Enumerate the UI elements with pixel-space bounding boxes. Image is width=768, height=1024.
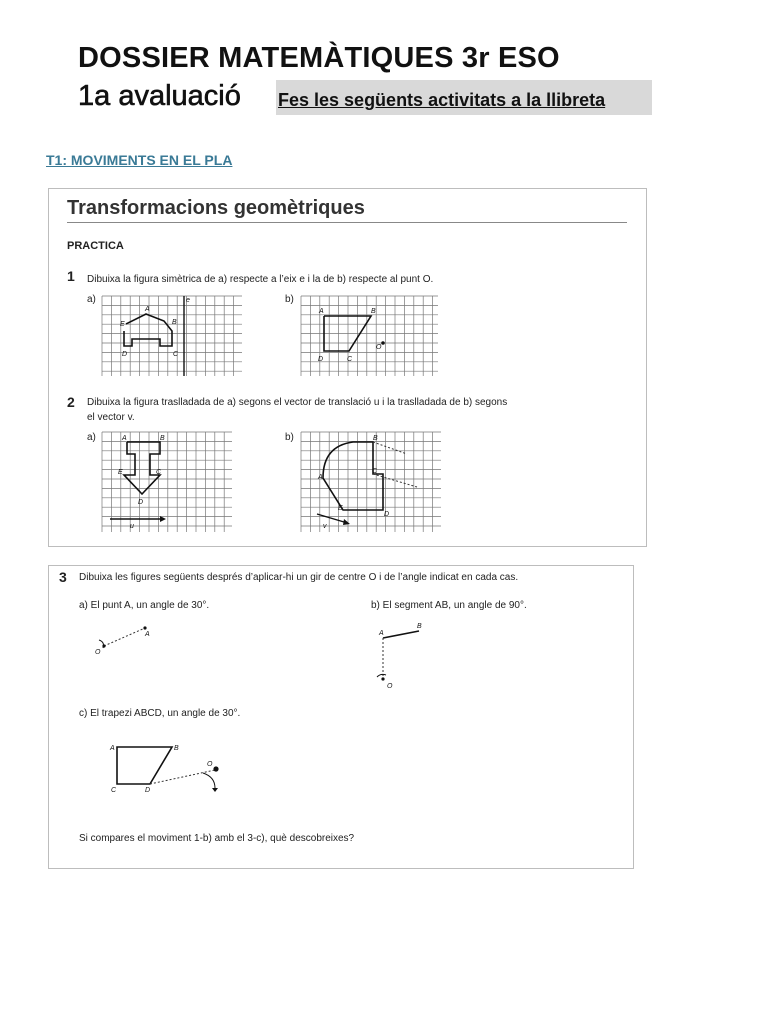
vector-v <box>317 514 344 522</box>
instruction-text: Fes les següents activitats a la llibreta <box>278 90 606 110</box>
grid-2a <box>102 432 232 532</box>
exercise-3-question: Si compares el moviment 1-b) amb el 3-c), què descobreixes? <box>79 833 355 844</box>
exercise-2-text-cont: el vector v. <box>87 412 135 423</box>
label-C: C <box>156 469 162 476</box>
label-O: O <box>387 683 393 690</box>
label-B: B <box>373 435 378 442</box>
exercise-2b-label: b) <box>285 432 294 443</box>
label-D: D <box>138 499 144 506</box>
rotation-arc <box>99 640 104 648</box>
section-link-moviments[interactable]: T1: MOVIMENTS EN EL PLA <box>46 152 233 168</box>
label-O: O <box>207 761 213 768</box>
trapezoid-ABCD <box>117 747 172 784</box>
label-A: A <box>318 474 323 481</box>
label-A: A <box>145 631 150 638</box>
label-D: D <box>384 511 390 518</box>
label-A: A <box>319 308 324 315</box>
figure-3b <box>375 622 435 692</box>
label-O: O <box>95 649 101 656</box>
figure-3a <box>89 618 159 658</box>
label-e: e <box>186 297 190 304</box>
point-A <box>143 626 146 629</box>
figure-2b <box>323 442 383 510</box>
exercise-3b-text: b) El segment AB, un angle de 90°. <box>371 600 527 611</box>
vector-v-head <box>343 519 350 525</box>
heading-divider <box>67 222 627 223</box>
exercise-2-text: Dibuixa la figura traslladada de a) segons el vector de translació u i la traslladada de b) segons <box>87 397 508 408</box>
label-D: D <box>122 351 128 358</box>
label-u: u <box>130 523 134 530</box>
label-C: C <box>111 787 117 794</box>
label-B: B <box>417 623 422 630</box>
label-C: C <box>372 468 378 475</box>
label-A: A <box>145 306 150 313</box>
panel-heading: Transformacions geomètriques <box>67 197 365 219</box>
exercise-panel-transformations <box>48 188 647 547</box>
segment-DO <box>150 770 215 784</box>
exercise-1-number: 1 <box>67 268 75 284</box>
practica-label: PRACTICA <box>67 240 124 252</box>
dotted-guide-1 <box>373 442 407 454</box>
document-subtitle <box>78 80 241 113</box>
exercise-1b-label: b) <box>285 294 294 305</box>
label-A: A <box>110 745 115 752</box>
exercise-2a-label: a) <box>87 432 96 443</box>
segment-OA <box>104 628 145 646</box>
label-O: O <box>376 344 382 351</box>
label-B: B <box>160 435 165 442</box>
label-D: D <box>145 787 151 794</box>
exercise-3c-text: c) El trapezi ABCD, un angle de 30°. <box>79 708 241 719</box>
exercise-2-number: 2 <box>67 394 75 410</box>
document-title: DOSSIER MATEMÀTIQUES 3r ESO <box>78 42 560 74</box>
exercise-1-text: Dibuixa la figura simètrica de a) respecte a l’eix e i la de b) respecte al punt O. <box>87 274 434 285</box>
grid-2b <box>301 432 441 532</box>
exercise-3-number: 3 <box>59 569 67 585</box>
point-O <box>381 341 385 345</box>
segment-AB <box>383 631 419 638</box>
label-A: A <box>379 630 384 637</box>
point-O <box>213 766 218 771</box>
label-C: C <box>173 351 179 358</box>
figure-1a <box>124 314 172 346</box>
label-B: B <box>174 745 179 752</box>
label-A: A <box>122 435 127 442</box>
label-E: E <box>120 321 125 328</box>
evaluation-label: 1a avaluació <box>78 80 241 112</box>
rotation-arc <box>203 773 215 788</box>
instruction-banner <box>276 80 652 115</box>
point-O <box>381 677 384 680</box>
grid-1b <box>301 296 438 376</box>
figure-3c <box>105 742 235 802</box>
rotation-arc <box>377 674 386 677</box>
label-C: C <box>347 356 353 363</box>
label-B: B <box>371 308 376 315</box>
label-E: E <box>338 505 343 512</box>
exercise-3a-text: a) El punt A, un angle de 30°. <box>79 600 210 611</box>
label-v: v <box>323 523 327 530</box>
exercise-1a-label: a) <box>87 294 96 305</box>
label-D: D <box>318 356 324 363</box>
grid-1a <box>102 296 242 376</box>
rotation-arrowhead <box>212 788 218 792</box>
label-B: B <box>172 319 177 326</box>
exercise-panel-rotations <box>48 565 634 869</box>
exercise-3-text: Dibuixa les figures següents després d’aplicar-hi un gir de centre O i de l’angle indicat en cada cas. <box>79 572 519 583</box>
label-E: E <box>118 469 123 476</box>
figure-2a <box>124 442 160 494</box>
